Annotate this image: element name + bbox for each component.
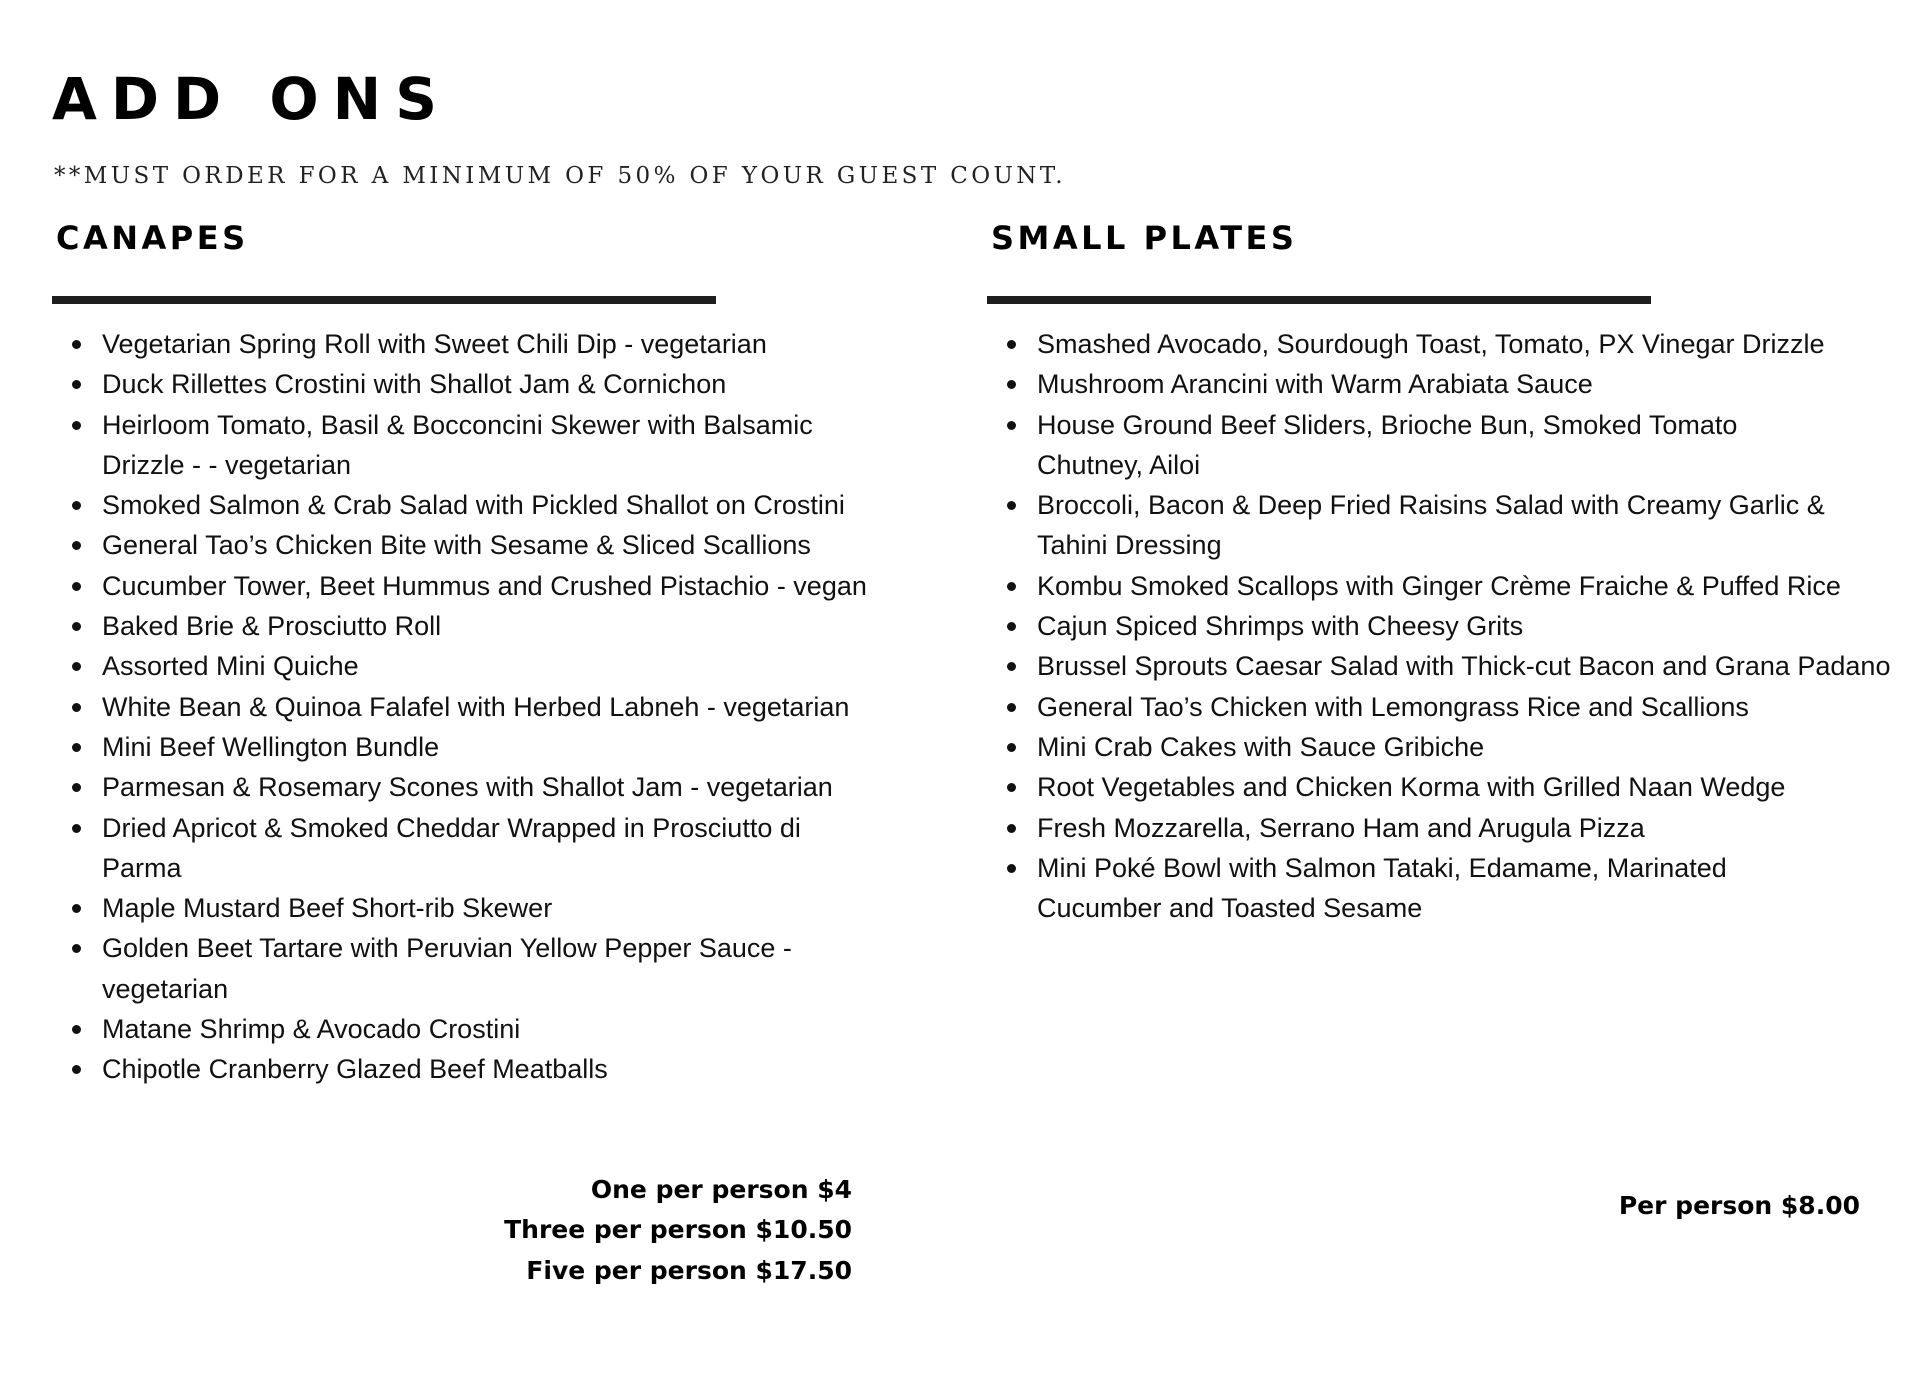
small-plates-heading: SMALL PLATES [991, 219, 1298, 257]
list-item [102, 485, 962, 525]
price-line: Per person $8.00 [1618, 1191, 1860, 1220]
item-text: Brussel Sprouts Caesar Salad with Thick-cut Bacon and Grana Padano [1037, 651, 1891, 682]
bullet-icon [72, 622, 81, 631]
list-item [102, 767, 962, 807]
item-text: Root Vegetables and Chicken Korma with Grilled Naan Wedge [1037, 772, 1786, 803]
list-item [1037, 687, 1897, 727]
list-item [102, 405, 872, 486]
bullet-icon [1007, 743, 1016, 752]
list-item [1037, 324, 1897, 364]
list-item [102, 1049, 962, 1089]
item-text: House Ground Beef Sliders, Brioche Bun, Smoked Tomato Chutney, Ailoi [1037, 409, 1738, 480]
canapes-list [52, 324, 962, 1090]
item-text: Mini Crab Cakes with Sauce Gribiche [1037, 731, 1485, 762]
bullet-icon [72, 662, 81, 671]
bullet-icon [72, 703, 81, 712]
page-title: ADD ONS [52, 65, 451, 133]
bullet-icon [72, 1025, 81, 1034]
price-line: One per person $4 [590, 1175, 852, 1204]
bullet-icon [72, 944, 81, 953]
canapes-pricing [504, 1170, 852, 1291]
bullet-icon [1007, 662, 1016, 671]
list-item [1037, 808, 1897, 848]
bullet-icon [1007, 380, 1016, 389]
canapes-divider [52, 296, 716, 304]
list-item [102, 808, 872, 889]
item-text: Smashed Avocado, Sourdough Toast, Tomato, PX Vinegar Drizzle [1037, 329, 1825, 359]
bullet-icon [72, 380, 81, 389]
bullet-icon [1007, 622, 1016, 631]
item-text: Maple Mustard Beef Short-rib Skewer [102, 893, 553, 924]
bullet-icon [72, 340, 81, 349]
list-item [102, 606, 962, 646]
bullet-icon [72, 541, 81, 550]
bullet-icon [72, 904, 81, 913]
list-item [1037, 646, 1897, 686]
item-text: Chipotle Cranberry Glazed Beef Meatballs [102, 1054, 608, 1085]
small-plates-section [987, 218, 1891, 924]
item-text: Fresh Mozzarella, Serrano Ham and Arugula Pizza [1037, 812, 1645, 843]
list-item [102, 566, 962, 606]
bullet-icon [1007, 340, 1016, 349]
canapes-heading: CANAPES [56, 219, 249, 257]
item-text: Cajun Spiced Shrimps with Cheesy Grits [1037, 611, 1524, 642]
list-item [1037, 566, 1897, 606]
bullet-icon [72, 582, 81, 591]
item-text: Assorted Mini Quiche [102, 651, 359, 682]
list-item [102, 646, 962, 686]
item-text: Kombu Smoked Scallops with Ginger Crème Fraiche & Puffed Rice [1037, 570, 1841, 601]
item-text: Duck Rillettes Crostini with Shallot Jam & Cornichon [102, 369, 727, 400]
price-line: Three per person $10.50 [504, 1215, 852, 1245]
list-item [102, 324, 962, 364]
price-line: Five per person $17.50 [526, 1255, 852, 1285]
list-item [1037, 606, 1897, 646]
item-text: Mini Poké Bowl with Salmon Tataki, Edamame, Marinated Cucumber and Toasted Sesame [1037, 852, 1727, 924]
item-text: Mushroom Arancini with Warm Arabiata Sauce [1037, 369, 1593, 400]
list-item [1037, 405, 1787, 486]
list-item [102, 687, 962, 727]
bullet-icon [72, 743, 81, 752]
list-item [1037, 364, 1897, 404]
item-text: Heirloom Tomato, Basil & Bocconcini Skewer with Balsamic Drizzle - - vegetarian [102, 409, 813, 480]
item-text: Parmesan & Rosemary Scones with Shallot Jam - vegetarian [102, 772, 833, 803]
list-item [102, 1009, 962, 1049]
item-text: Broccoli, Bacon & Deep Fried Raisins Salad with Creamy Garlic & Tahini Dressing [1037, 490, 1825, 561]
item-text: Cucumber Tower, Beet Hummus and Crushed Pistachio - vegan [102, 570, 867, 601]
bullet-icon [72, 1065, 81, 1074]
item-text: Smoked Salmon & Crab Salad with Pickled Shallot on Crostini [102, 490, 845, 521]
bullet-icon [1007, 824, 1016, 833]
minimum-order-note: **MUST ORDER FOR A MINIMUM OF 50% OF YOUR GUEST COUNT. [54, 163, 1066, 189]
item-text: Vegetarian Spring Roll with Sweet Chili Dip - vegetarian [102, 329, 767, 359]
list-item [102, 525, 962, 565]
list-item [1037, 767, 1897, 807]
item-text: General Tao’s Chicken Bite with Sesame & Sliced Scallions [102, 530, 811, 561]
item-text: Mini Beef Wellington Bundle [102, 731, 440, 762]
list-item [102, 364, 962, 404]
item-text: Matane Shrimp & Avocado Crostini [102, 1014, 521, 1045]
bullet-icon [1007, 703, 1016, 712]
canapes-section [52, 218, 912, 1085]
list-item [1037, 848, 1797, 929]
list-item [1037, 727, 1897, 767]
list-item [102, 928, 892, 1009]
bullet-icon [72, 421, 81, 430]
item-text: White Bean & Quinoa Falafel with Herbed Labneh - vegetarian [102, 691, 850, 722]
bullet-icon [1007, 421, 1016, 430]
list-item [102, 727, 962, 767]
bullet-icon [1007, 783, 1016, 792]
bullet-icon [1007, 501, 1016, 510]
item-text: Golden Beet Tartare with Peruvian Yellow Pepper Sauce - vegetarian [102, 933, 792, 1004]
item-text: Dried Apricot & Smoked Cheddar Wrapped in Prosciutto di Parma [102, 812, 801, 883]
small-plates-pricing [1619, 1186, 1860, 1226]
list-item [102, 888, 962, 928]
small-plates-list [987, 324, 1897, 928]
bullet-icon [72, 824, 81, 833]
item-text: Baked Brie & Prosciutto Roll [102, 611, 442, 642]
bullet-icon [1007, 582, 1016, 591]
small-plates-divider [987, 296, 1651, 304]
bullet-icon [72, 501, 81, 510]
item-text: General Tao’s Chicken with Lemongrass Rice and Scallions [1037, 691, 1749, 722]
list-item [1037, 485, 1897, 566]
bullet-icon [72, 783, 81, 792]
bullet-icon [1007, 864, 1016, 873]
